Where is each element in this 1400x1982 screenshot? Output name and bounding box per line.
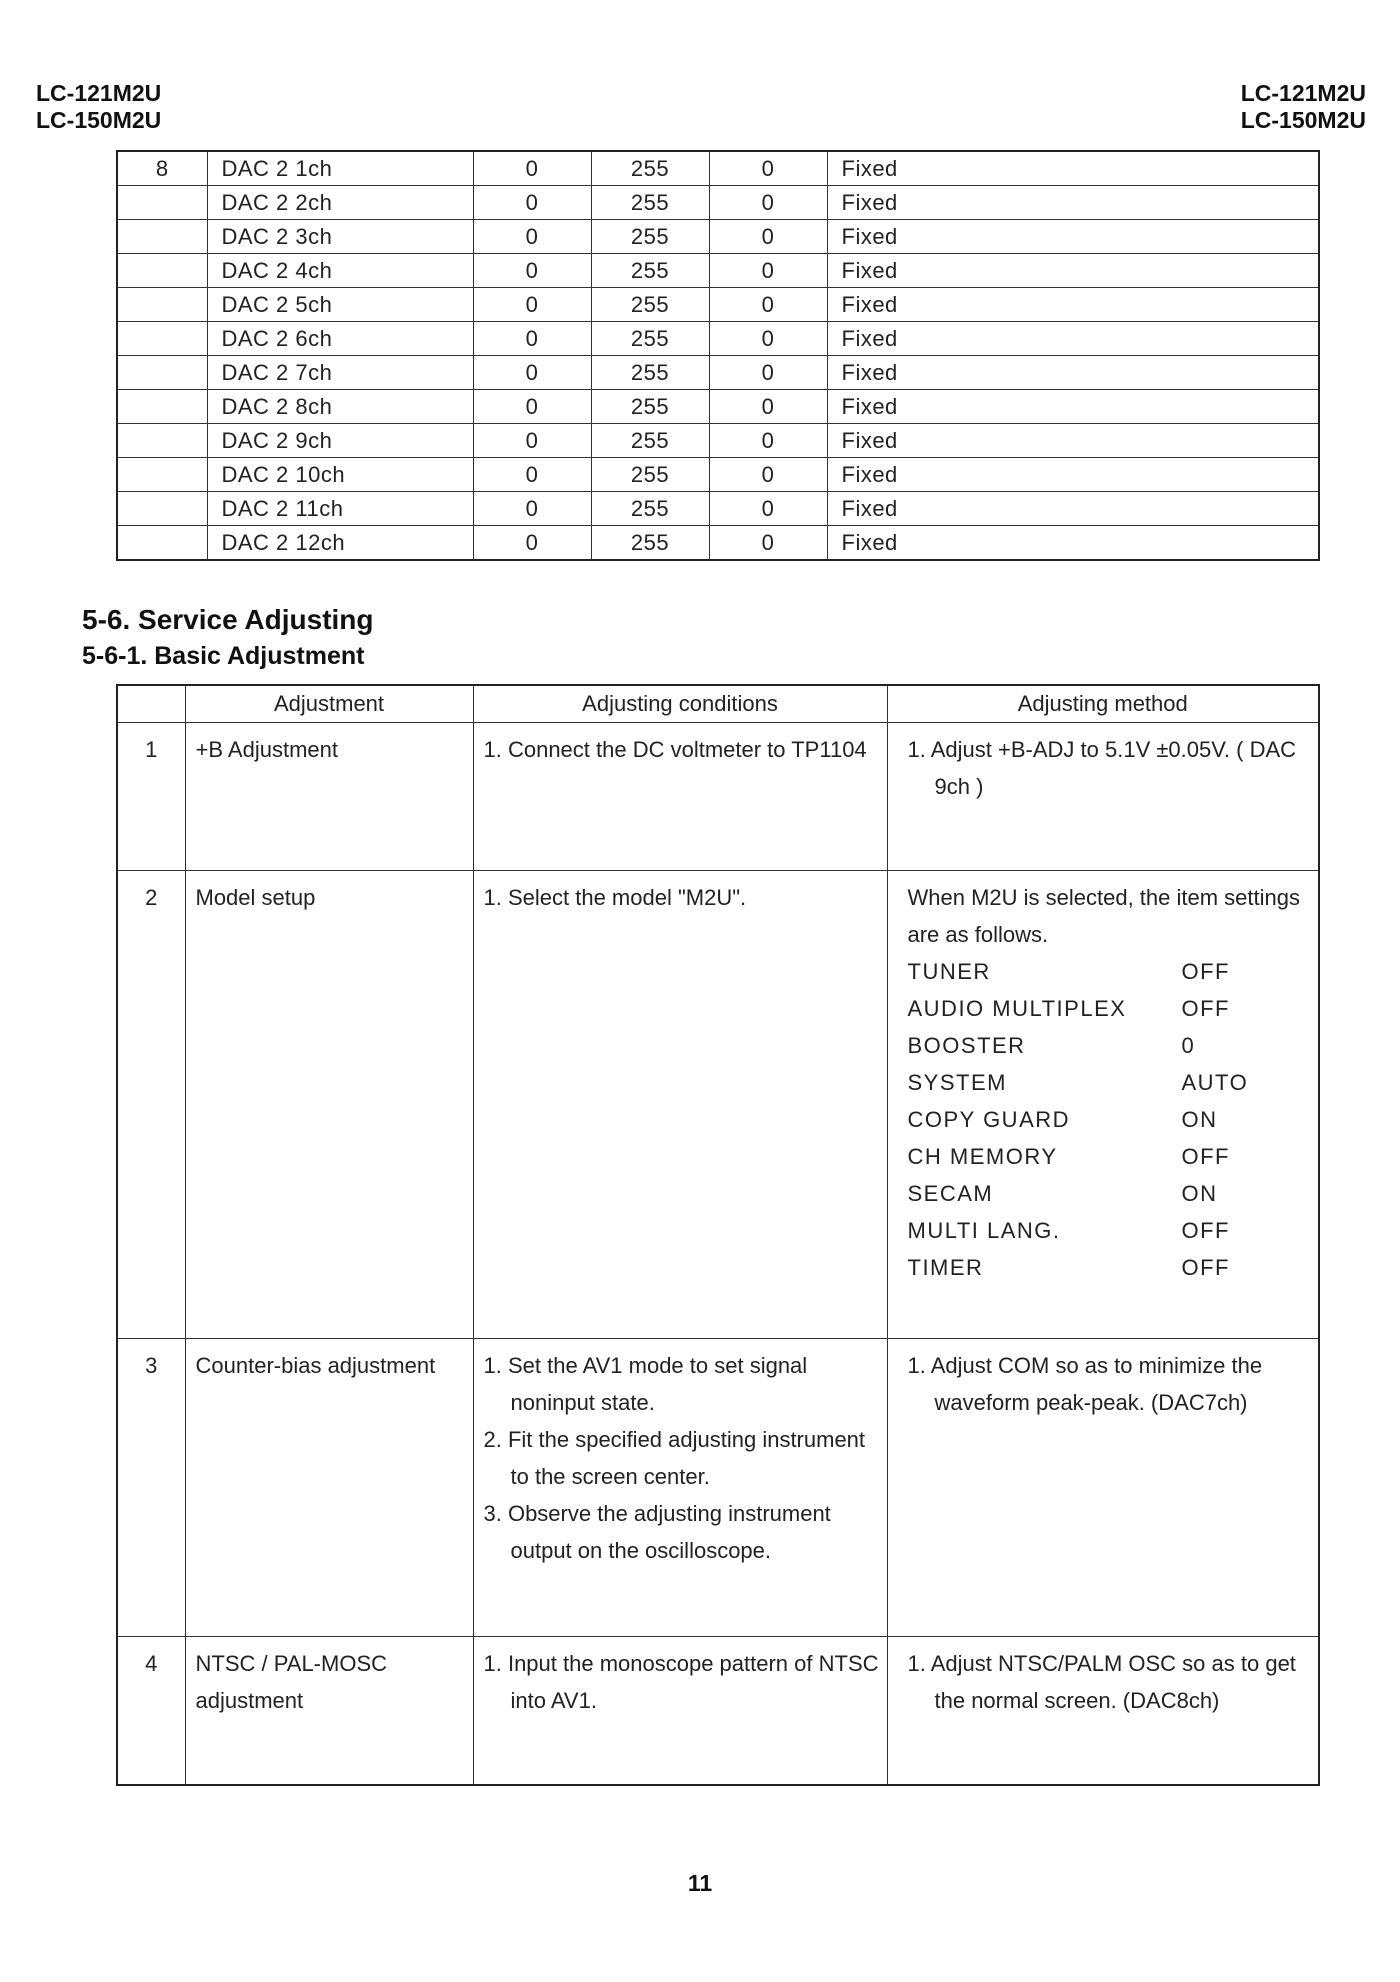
adjusting-method: [887, 723, 1319, 871]
setting-name: TIMER: [907, 1255, 984, 1280]
row-number: [117, 220, 207, 254]
setting-name: COPY GUARD: [907, 1107, 1071, 1132]
setting-value: OFF: [1181, 1144, 1230, 1169]
note: Fixed: [827, 458, 1319, 492]
dac-item: DAC 2 12ch: [207, 526, 473, 561]
note: Fixed: [827, 186, 1319, 220]
setting-item: [908, 990, 1313, 1027]
min-value: 0: [473, 492, 591, 526]
header-model-right: [1241, 80, 1366, 134]
setting-name: BOOSTER: [907, 1033, 1026, 1058]
adjustment-name: Counter-bias adjustment: [185, 1339, 473, 1637]
initial-value: 0: [709, 424, 827, 458]
condition-step: 1. Connect the DC voltmeter to TP1104: [483, 737, 867, 762]
note: Fixed: [827, 288, 1319, 322]
row-number: 3: [117, 1339, 185, 1637]
setting-value: OFF: [1181, 1218, 1230, 1243]
initial-value: 0: [709, 254, 827, 288]
initial-value: 0: [709, 492, 827, 526]
dac-item: DAC 2 4ch: [207, 254, 473, 288]
initial-value: 0: [709, 322, 827, 356]
initial-value: 0: [709, 356, 827, 390]
adjustment-name: NTSC / PAL-MOSC adjustment: [185, 1637, 473, 1785]
initial-value: 0: [709, 186, 827, 220]
min-value: 0: [473, 322, 591, 356]
adjustment-name: +B Adjustment: [185, 723, 473, 871]
row-number: [117, 458, 207, 492]
max-value: 255: [591, 254, 709, 288]
header-blank: [117, 685, 185, 723]
setting-name: SYSTEM: [907, 1070, 1007, 1095]
header-model-right-line1: LC-121M2U: [1240, 80, 1366, 106]
setting-item: [908, 1175, 1313, 1212]
row-number: [117, 492, 207, 526]
max-value: 255: [591, 390, 709, 424]
setting-value: OFF: [1181, 996, 1230, 1021]
min-value: 0: [473, 390, 591, 424]
condition-step: 1. Input the monoscope pattern of NTSC into AV1.: [483, 1651, 879, 1713]
dac-settings-table: [116, 150, 1320, 561]
max-value: 255: [591, 458, 709, 492]
note: Fixed: [827, 254, 1319, 288]
dac-item: DAC 2 8ch: [207, 390, 473, 424]
max-value: 255: [591, 356, 709, 390]
table-row: [117, 492, 1319, 526]
adjusting-condition: [473, 1339, 887, 1637]
row-number: [117, 526, 207, 561]
dac-item: DAC 2 7ch: [207, 356, 473, 390]
adjusting-method: [887, 871, 1319, 1339]
condition-step: 3. Observe the adjusting instrument output on the oscilloscope.: [483, 1501, 831, 1563]
min-value: 0: [473, 254, 591, 288]
row-number: [117, 254, 207, 288]
max-value: 255: [591, 151, 709, 186]
method-step: 1. Adjust NTSC/PALM OSC so as to get the normal screen. (DAC8ch): [907, 1651, 1296, 1713]
row-number: [117, 322, 207, 356]
header-model-left-line1: LC-121M2U: [36, 80, 162, 106]
max-value: 255: [591, 526, 709, 561]
table-row: [117, 254, 1319, 288]
setting-item: [908, 1212, 1313, 1249]
setting-value: ON: [1181, 1107, 1218, 1132]
setting-item: [908, 1249, 1313, 1286]
initial-value: 0: [709, 220, 827, 254]
max-value: 255: [591, 220, 709, 254]
table-row: [117, 322, 1319, 356]
setting-value: ON: [1181, 1181, 1218, 1206]
max-value: 255: [591, 186, 709, 220]
basic-adjustment-table: [116, 684, 1320, 1786]
table-row: [117, 356, 1319, 390]
dac-item: DAC 2 9ch: [207, 424, 473, 458]
row-number: [117, 356, 207, 390]
setting-name: AUDIO MULTIPLEX: [907, 996, 1127, 1021]
min-value: 0: [473, 220, 591, 254]
min-value: 0: [473, 186, 591, 220]
max-value: 255: [591, 424, 709, 458]
setting-value: OFF: [1181, 1255, 1230, 1280]
min-value: 0: [473, 526, 591, 561]
setting-name: TUNER: [907, 959, 991, 984]
dac-item: DAC 2 3ch: [207, 220, 473, 254]
setting-value: 0: [1181, 1033, 1196, 1058]
dac-item: DAC 2 5ch: [207, 288, 473, 322]
setting-name: CH MEMORY: [907, 1144, 1058, 1169]
adjusting-method: [887, 1637, 1319, 1785]
max-value: 255: [591, 322, 709, 356]
table-row: [117, 723, 1319, 871]
method-intro: When M2U is selected, the item settings are as follows.: [907, 885, 1300, 947]
row-number: 1: [117, 723, 185, 871]
table-row: [117, 151, 1319, 186]
header-adjustment: Adjustment: [185, 685, 473, 723]
setting-item: [908, 1101, 1313, 1138]
table-row: [117, 1339, 1319, 1637]
initial-value: 0: [709, 458, 827, 492]
method-step: 1. Adjust COM so as to minimize the waveform peak-peak. (DAC7ch): [907, 1353, 1263, 1415]
table-row: [117, 1637, 1319, 1785]
initial-value: 0: [709, 390, 827, 424]
note: Fixed: [827, 390, 1319, 424]
min-value: 0: [473, 424, 591, 458]
header-method: Adjusting method: [887, 685, 1319, 723]
initial-value: 0: [709, 288, 827, 322]
header-conditions: Adjusting conditions: [473, 685, 887, 723]
adjusting-condition: [473, 1637, 887, 1785]
dac-item: DAC 2 1ch: [207, 151, 473, 186]
subsection-title: 5-6-1. Basic Adjustment: [82, 642, 365, 670]
setting-item: [908, 1027, 1313, 1064]
min-value: 0: [473, 151, 591, 186]
note: Fixed: [827, 424, 1319, 458]
table-row: [117, 424, 1319, 458]
header-model-left: [36, 80, 161, 134]
initial-value: 0: [709, 151, 827, 186]
dac-item: DAC 2 2ch: [207, 186, 473, 220]
initial-value: 0: [709, 526, 827, 561]
row-number: [117, 390, 207, 424]
setting-value: AUTO: [1181, 1070, 1249, 1095]
setting-value: OFF: [1181, 959, 1230, 984]
adjusting-method: [887, 1339, 1319, 1637]
header-model-right-line2: LC-150M2U: [1240, 107, 1366, 133]
max-value: 255: [591, 288, 709, 322]
min-value: 0: [473, 458, 591, 492]
min-value: 0: [473, 288, 591, 322]
table-row: [117, 871, 1319, 1339]
table-row: [117, 186, 1319, 220]
adjusting-condition: [473, 723, 887, 871]
table-header-row: [117, 685, 1319, 723]
model-settings-list: [908, 953, 1313, 1286]
setting-item: [908, 953, 1313, 990]
min-value: 0: [473, 356, 591, 390]
condition-step: 2. Fit the specified adjusting instrument to the screen center.: [483, 1427, 866, 1489]
note: Fixed: [827, 526, 1319, 561]
table-row: [117, 526, 1319, 561]
dac-item: DAC 2 6ch: [207, 322, 473, 356]
table-row: [117, 288, 1319, 322]
table-row: [117, 458, 1319, 492]
table-row: [117, 220, 1319, 254]
dac-item: DAC 2 11ch: [207, 492, 473, 526]
max-value: 255: [591, 492, 709, 526]
row-number: 2: [117, 871, 185, 1339]
note: Fixed: [827, 220, 1319, 254]
row-number: [117, 186, 207, 220]
section-title: 5-6. Service Adjusting: [82, 604, 374, 635]
method-step: 1. Adjust +B-ADJ to 5.1V ±0.05V. ( DAC 9ch ): [907, 737, 1297, 799]
setting-name: SECAM: [907, 1181, 994, 1206]
header-model-left-line2: LC-150M2U: [36, 107, 162, 133]
note: Fixed: [827, 492, 1319, 526]
note: Fixed: [827, 322, 1319, 356]
condition-step: 1. Set the AV1 mode to set signal noninput state.: [483, 1353, 808, 1415]
row-number: [117, 288, 207, 322]
page-number: 11: [687, 1870, 713, 1896]
row-number: [117, 424, 207, 458]
dac-item: DAC 2 10ch: [207, 458, 473, 492]
note: Fixed: [827, 356, 1319, 390]
adjustment-name: Model setup: [185, 871, 473, 1339]
note: Fixed: [827, 151, 1319, 186]
setting-name: MULTI LANG.: [907, 1218, 1061, 1243]
setting-item: [908, 1138, 1313, 1175]
setting-item: [908, 1064, 1313, 1101]
table-row: [117, 390, 1319, 424]
row-number: 4: [117, 1637, 185, 1785]
adjusting-condition: [473, 871, 887, 1339]
condition-step: 1. Select the model "M2U".: [483, 885, 747, 910]
row-number: 8: [117, 151, 207, 186]
